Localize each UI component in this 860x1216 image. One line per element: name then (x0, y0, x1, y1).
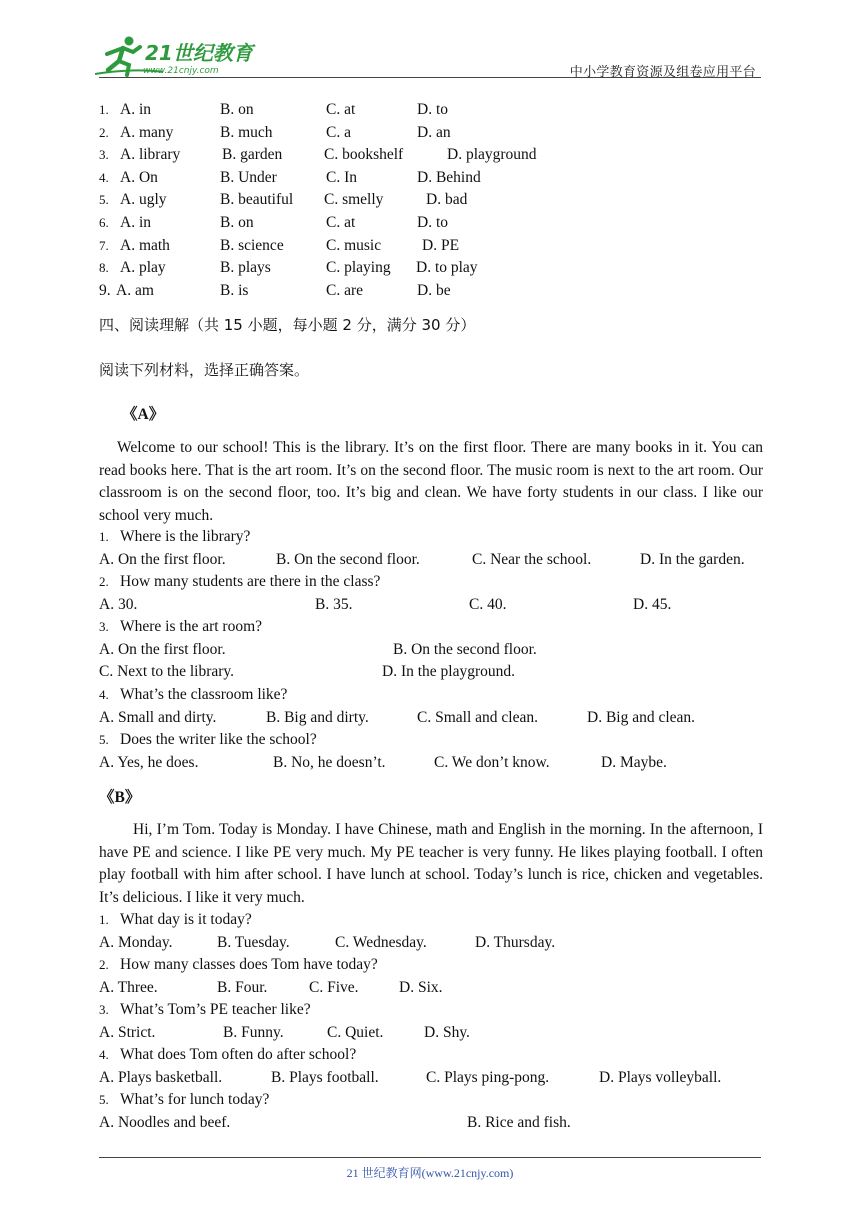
answer-option: D. Six. (399, 978, 443, 996)
answer-option: C. 40. (469, 595, 507, 613)
answer-option: C. We don’t know. (434, 753, 550, 771)
header-platform-text: 中小学教育资源及组卷应用平台 (569, 65, 756, 80)
answer-option: A. On the first floor. (99, 640, 226, 658)
question-number: 5. (99, 732, 109, 747)
question-number: 3. (99, 1002, 109, 1017)
answer-option: D. Big and clean. (587, 708, 696, 726)
answer-option: B. Four. (217, 978, 268, 996)
cloze-option-c: C. playing (326, 259, 391, 277)
cloze-option-b: B. beautiful (220, 191, 294, 209)
cloze-item-number: 3. (99, 147, 109, 163)
footer-divider (99, 1157, 761, 1158)
cloze-option-c: C. are (326, 281, 364, 299)
site-logo (93, 34, 263, 78)
answer-option: C. Next to the library. (99, 663, 235, 681)
cloze-option-d: D. be (417, 281, 451, 299)
answer-option: A. Monday. (99, 933, 173, 951)
answer-option: C. Plays ping-pong. (426, 1068, 550, 1086)
passage-a-text: Welcome to our school! This is the library. It’s on the first floor. There are many books in it. You can read books here. That is the art room. It’s on the second floor. The music room is next to the art room. Our classroom is on the second floor, too. It’s big and clean. We have forty students in our class. I like our school very much. (99, 439, 763, 524)
answer-option: B. On the second floor. (276, 550, 420, 568)
question-number: 5. (99, 1092, 109, 1107)
passage-b-label: 《B》 (99, 789, 141, 806)
cloze-option-b: B. science (220, 236, 284, 254)
question-number: 1. (99, 529, 109, 544)
cloze-option-b: B. plays (220, 259, 271, 277)
answer-option: D. 45. (633, 595, 672, 613)
header-divider (99, 77, 761, 78)
cloze-item-number: 7. (99, 237, 109, 253)
cloze-option-b: B. Under (220, 168, 277, 186)
cloze-item-number: 1. (99, 102, 109, 117)
answer-option: B. No, he doesn’t. (273, 753, 386, 771)
answer-option: C. Small and clean. (417, 708, 538, 726)
question-number: 1. (99, 912, 109, 927)
question-number: 2. (99, 574, 109, 589)
answer-option: B. Plays football. (271, 1068, 379, 1086)
cloze-option-a: A. play (120, 259, 166, 277)
logo-url: www.21cnjy.com (143, 66, 219, 76)
answer-option: C. Near the school. (472, 550, 592, 568)
cloze-option-c: C. music (326, 236, 382, 254)
cloze-option-d: D. bad (426, 191, 468, 209)
cloze-option-d: D. an (417, 123, 451, 141)
question-text: Does the writer like the school? (120, 731, 317, 748)
answer-option: B. Rice and fish. (467, 1113, 571, 1131)
passage-a-label: 《A》 (122, 406, 165, 423)
runner-logo-icon (93, 34, 263, 78)
cloze-option-a: A. library (120, 146, 181, 164)
question-number: 3. (99, 619, 109, 634)
cloze-option-a: A. ugly (120, 191, 167, 209)
answer-option: D. In the playground. (382, 663, 516, 681)
answer-option: A. On the first floor. (99, 550, 226, 568)
cloze-option-d: D. PE (422, 236, 460, 254)
cloze-option-c: C. bookshelf (324, 146, 404, 164)
answer-option: A. Three. (99, 978, 158, 996)
cloze-item-number: 4. (99, 169, 109, 185)
cloze-option-a: A. in (120, 214, 151, 231)
cloze-option-a: A. in (120, 101, 151, 118)
cloze-option-c: C. a (326, 123, 351, 141)
question-text: Where is the art room? (120, 618, 263, 635)
question-text: What does Tom often do after school? (120, 1046, 357, 1063)
cloze-option-d: D. playground (447, 146, 537, 164)
cloze-item-number: 8. (99, 260, 109, 276)
question-text: What’s the classroom like? (120, 686, 288, 703)
cloze-option-b: B. is (220, 281, 249, 299)
question-text: What’s Tom’s PE teacher like? (120, 1001, 311, 1018)
cloze-option-b: B. on (220, 214, 254, 231)
question-text: What’s for lunch today? (120, 1091, 270, 1108)
cloze-option-d: D. to (417, 101, 448, 118)
cloze-item-number: 9. (99, 281, 111, 299)
answer-option: A. 30. (99, 595, 138, 613)
cloze-option-c: C. at (326, 101, 356, 118)
answer-option: D. Maybe. (601, 753, 667, 771)
cloze-item-number: 5. (99, 192, 109, 208)
cloze-option-c: C. at (326, 214, 356, 231)
answer-option: B. On the second floor. (393, 640, 537, 658)
answer-option: D. Plays volleyball. (599, 1068, 722, 1086)
cloze-item-number: 2. (99, 124, 109, 140)
answer-option: D. Thursday. (475, 933, 556, 951)
cloze-option-a: A. many (120, 123, 174, 141)
question-text: What day is it today? (120, 911, 252, 928)
answer-option: D. In the garden. (640, 550, 745, 568)
cloze-option-b: B. garden (222, 146, 283, 164)
cloze-option-b: B. much (220, 123, 273, 141)
cloze-option-b: B. on (220, 101, 254, 118)
logo-text: 21世纪教育 (145, 41, 253, 65)
answer-option: A. Strict. (99, 1023, 156, 1041)
answer-option: C. Five. (309, 978, 359, 996)
passage-b-text: Hi, I’m Tom. Today is Monday. I have Chinese, math and English in the morning. In the afternoon, I have PE and science. I like PE very much. My PE teacher is very funny. He likes playing football. I often play football with him after school. I have lunch at school. Today’s lunch is rice, chicken and vegetables. It’s delicious. I like it very much. (99, 821, 763, 906)
cloze-option-a: A. math (120, 236, 170, 254)
answer-option: A. Small and dirty. (99, 708, 217, 726)
cloze-option-d: D. to (417, 214, 448, 231)
answer-option: B. Big and dirty. (266, 708, 369, 726)
footer-text: 21 世纪教育网(www.21cnjy.com) (346, 1166, 514, 1180)
answer-option: B. Tuesday. (217, 933, 290, 951)
cloze-option-d: D. Behind (417, 168, 481, 186)
answer-option: A. Noodles and beef. (99, 1113, 231, 1131)
section-instruction: 阅读下列材料，选择正确答案。 (99, 361, 310, 379)
answer-option: B. 35. (315, 595, 353, 613)
answer-option: A. Plays basketball. (99, 1068, 223, 1086)
answer-option: C. Wednesday. (335, 933, 427, 951)
cloze-option-a: A. am (116, 281, 154, 299)
answer-option: A. Yes, he does. (99, 753, 199, 771)
question-number: 2. (99, 957, 109, 972)
answer-option: D. Shy. (424, 1023, 470, 1041)
answer-option: B. Funny. (223, 1023, 284, 1041)
cloze-option-c: C. smelly (324, 191, 384, 209)
question-text: Where is the library? (120, 528, 251, 545)
section-title: 四、阅读理解（共 15 小题，每小题 2 分，满分 30 分） (99, 316, 476, 334)
answer-option: C. Quiet. (327, 1023, 384, 1041)
question-number: 4. (99, 1047, 109, 1062)
cloze-option-a: A. On (120, 168, 158, 186)
question-text: How many classes does Tom have today? (120, 956, 378, 973)
cloze-item-number: 6. (99, 215, 109, 230)
question-number: 4. (99, 687, 109, 702)
cloze-option-d: D. to play (416, 259, 478, 277)
cloze-option-c: C. In (326, 168, 357, 186)
question-text: How many students are there in the class? (120, 573, 381, 590)
